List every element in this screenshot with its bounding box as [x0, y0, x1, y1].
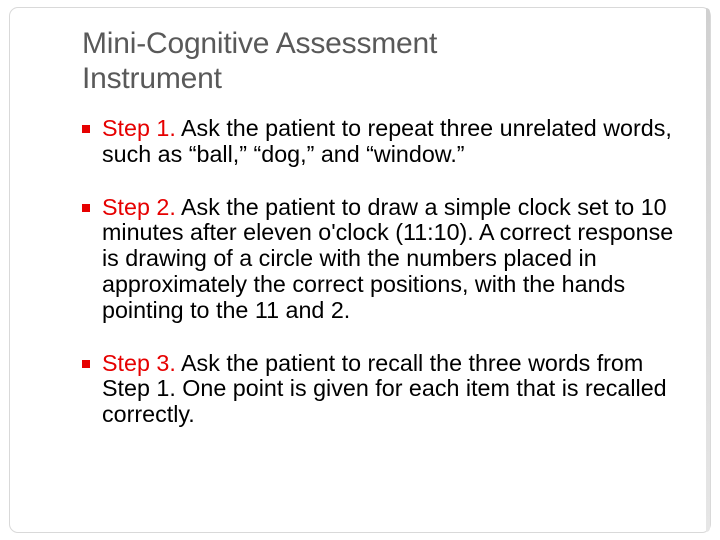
square-bullet-icon [82, 125, 90, 133]
slide-content [82, 116, 688, 526]
square-bullet-icon [82, 360, 90, 368]
step-1-text: Ask the patient to repeat three unrelated words, such as “ball,” “dog,” and “window.” [102, 116, 672, 167]
step-3-label: Step 3. [102, 349, 176, 376]
slide-title-line-2: Instrument [82, 62, 222, 96]
square-bullet-icon [82, 204, 90, 212]
step-3-text: Ask the patient to recall the three words from Step 1. One point is given for each item that is recalled correctly. [102, 349, 667, 428]
step-2-item [82, 195, 688, 324]
step-2-label: Step 2. [102, 193, 176, 220]
slide-title-line-1: Mini-Cognitive Assessment [82, 27, 438, 60]
step-2-text: Ask the patient to draw a simple clock set to 10 minutes after eleven o'clock (11:10). A correct response is drawing of a circle with the numbers placed in approximately the correct positions, with the hands pointing to the 11 and 2. [102, 193, 674, 323]
step-1-label: Step 1. [102, 116, 176, 141]
slide-title [82, 26, 642, 97]
step-1-item [82, 116, 688, 168]
step-3-item [82, 351, 688, 428]
